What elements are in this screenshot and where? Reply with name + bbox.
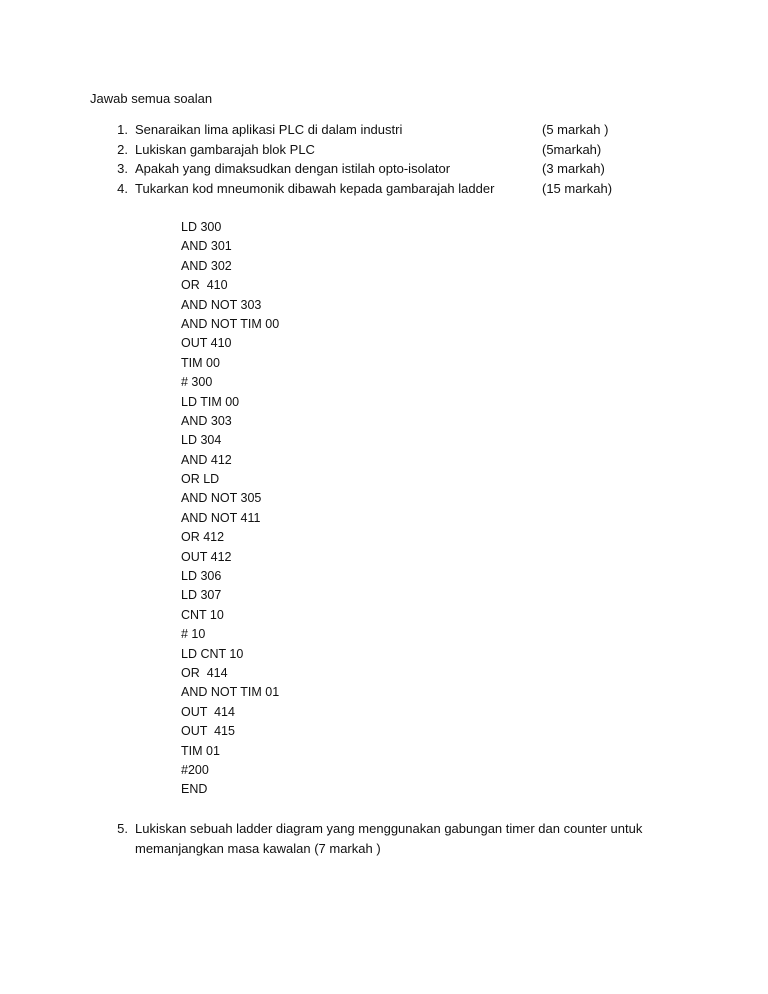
code-line: AND NOT TIM 00 <box>181 316 280 331</box>
code-line: OUT 415 <box>181 724 235 739</box>
code-line: LD 304 <box>181 433 222 448</box>
question-marks: (3 markah) <box>542 161 605 176</box>
code-line: OUT 410 <box>181 336 232 351</box>
code-line: LD 306 <box>181 569 222 584</box>
code-line: AND NOT 303 <box>181 297 262 312</box>
mnemonic-code-list <box>181 219 279 801</box>
question-item <box>112 180 632 197</box>
question-text <box>135 819 655 859</box>
question-text: Apakah yang dimaksudkan dengan istilah opto-isolator <box>135 161 451 176</box>
code-line: OR LD <box>181 472 220 487</box>
code-line: OUT 412 <box>181 549 232 564</box>
question-marks: (5 markah ) <box>542 122 609 137</box>
question-text: Senaraikan lima aplikasi PLC di dalam industri <box>135 122 403 137</box>
code-line: OUT 414 <box>181 704 235 719</box>
code-line: LD 307 <box>181 588 222 603</box>
question-text-line: memanjangkan masa kawalan (7 markah ) <box>135 841 381 856</box>
question-text: Lukiskan gambarajah blok PLC <box>135 142 315 157</box>
code-line: AND 301 <box>181 239 232 254</box>
question-marks: (15 markah) <box>542 181 613 196</box>
question-item <box>112 121 632 138</box>
code-line: AND 412 <box>181 452 232 467</box>
code-line: # 10 <box>181 627 206 642</box>
code-line: AND 302 <box>181 258 232 273</box>
question-number: 5. <box>117 821 128 836</box>
code-line: #200 <box>181 762 209 777</box>
question-number: 2. <box>117 142 128 157</box>
code-line: LD TIM 00 <box>181 394 240 409</box>
question-number: 3. <box>117 161 128 176</box>
question-item <box>112 141 632 158</box>
code-line: AND NOT TIM 01 <box>181 685 280 700</box>
question-number: 4. <box>117 181 128 196</box>
question-text-line: Lukiskan sebuah ladder diagram yang menggunakan gabungan timer dan counter untuk <box>135 821 643 836</box>
code-line: END <box>181 782 208 797</box>
code-line: TIM 01 <box>181 743 220 758</box>
question-item <box>112 160 632 177</box>
code-line: AND NOT 411 <box>181 510 261 525</box>
code-line: OR 414 <box>181 665 228 680</box>
code-line: AND NOT 305 <box>181 491 262 506</box>
code-line: AND 303 <box>181 413 232 428</box>
code-line: LD 300 <box>181 220 222 234</box>
question-marks: (5markah) <box>542 142 602 157</box>
code-line: CNT 10 <box>181 607 224 622</box>
code-line: TIM 00 <box>181 355 220 370</box>
question-text: Tukarkan kod mneumonik dibawah kepada gambarajah ladder <box>135 181 495 196</box>
instruction-heading: Jawab semua soalan <box>90 91 213 106</box>
question-number: 1. <box>117 122 128 137</box>
code-line: OR 412 <box>181 530 225 545</box>
code-line: OR 410 <box>181 278 228 293</box>
code-line: LD CNT 10 <box>181 646 244 661</box>
code-line: # 300 <box>181 375 213 390</box>
